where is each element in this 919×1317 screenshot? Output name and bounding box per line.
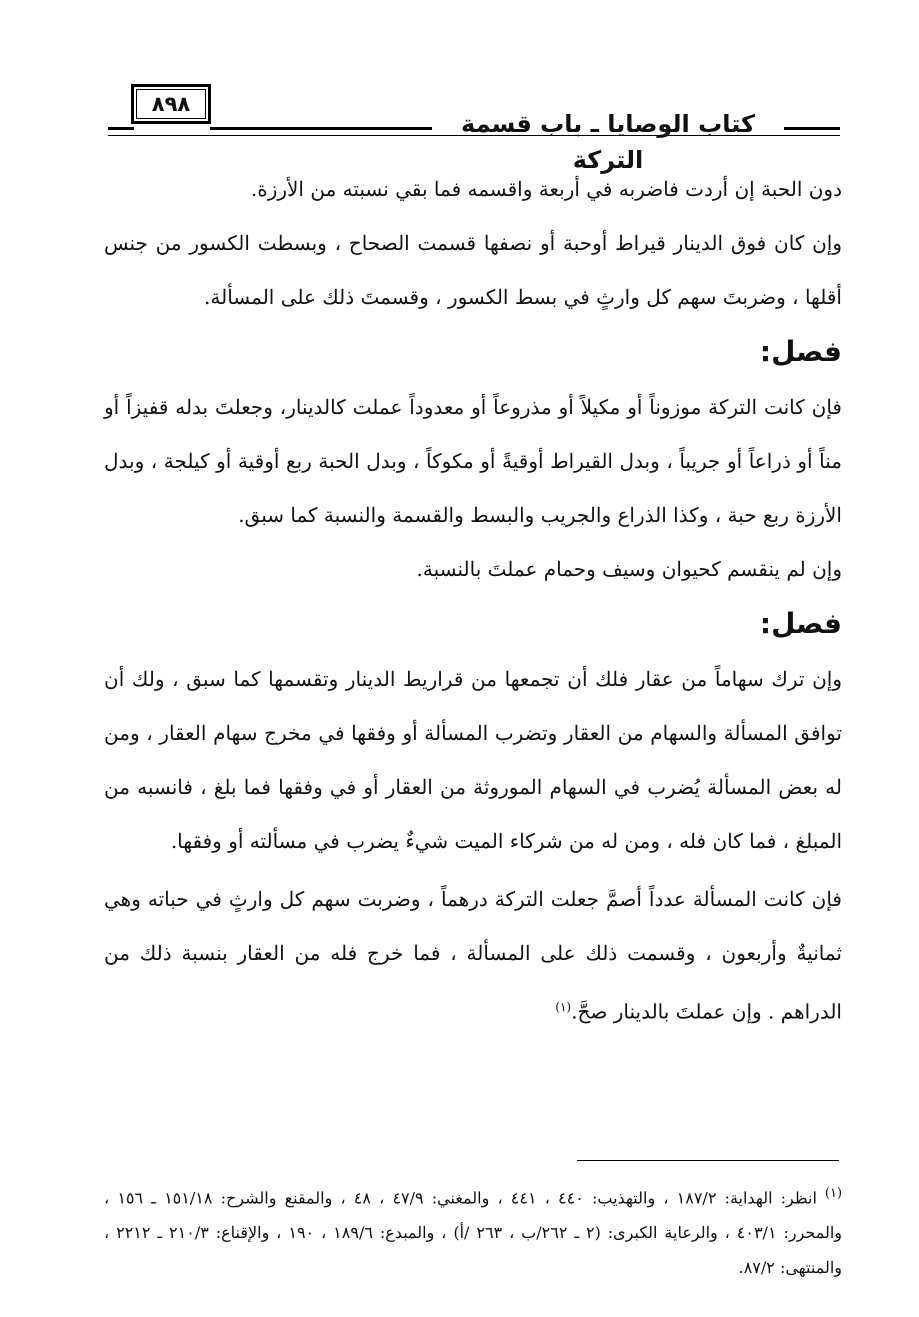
paragraph	[104, 542, 842, 596]
paragraph-text: فإن كانت التركة موزوناً أو مكيلاً أو مذروعاً أو معدوداً عملت كالدينار، وجعلتَ بدله قفيزاً أو مناً أو ذراعاً أو جريباً ، وبدل القيراط أوقيةً أو مكوكاً ، وبدل الحبة ربع أوقية أو كيلجة ، وبدل الأرزة ربع حبة ، وكذا الذراع والجريب والبسط والقسمة والنسبة كما سبق.	[104, 395, 842, 527]
section-heading	[104, 596, 842, 652]
paragraph-text: فإن كانت المسألة عدداً أصمَّ جعلت التركة درهماً ، وضربت سهم كل وارثٍ في حباته وهي ثمانيةٌ وأربعون ، وقسمت ذلك على المسألة ، فما خرج فله من العقار بنسبة ذلك من الدراهم . وإن عملتَ بالدينار صحَّ.	[104, 887, 842, 1024]
footnote-reference: (١)	[555, 1000, 572, 1014]
paragraph-text: وإن لم ينقسم كحيوان وسيف وحمام عملتَ بالنسبة.	[416, 557, 842, 581]
paragraph-text: وإن كان فوق الدينار قيراط أوحبة أو نصفها قسمت الصحاح ، وبسطت الكسور من جنس أقلها ، وضربتَ سهم كل وارثٍ في بسط الكسور ، وقسمتَ ذلك على المسألة.	[104, 231, 842, 309]
header-rule-right	[784, 127, 840, 130]
paragraph	[104, 216, 842, 324]
footnote-marker: (١)	[824, 1186, 843, 1201]
main-text	[104, 162, 842, 1039]
header-rule-middle	[210, 127, 432, 130]
footnote	[104, 1176, 842, 1285]
paragraph-text: وإن ترك سهاماً من عقار فلك أن تجمعها من قراريط الدينار وتقسمها كما سبق ، ولك أن توافق المسألة والسهام من العقار وتضرب المسألة أو وفقها في مخرج سهام العقار ، ومن له بعض المسألة يُضرب في السهام الموروثة من العقار أو في وفقها فما بلغ ، فانسبه من المبلغ ، فما كان فله ، ومن له من شركاء الميت شيءٌ يضرب في مسألته أو وفقها.	[104, 667, 842, 853]
section-heading	[104, 324, 842, 380]
paragraph-text: دون الحبة إن أردت فاضربه في أربعة واقسمه فما بقي نسبته من الأرزة.	[250, 177, 842, 201]
running-title: كتاب الوصايا ـ باب قسمة التركة	[461, 110, 755, 174]
paragraph	[104, 652, 842, 868]
page-number: ٨٩٨	[131, 84, 211, 124]
paragraph-text: فصل:	[759, 607, 842, 640]
header-rule-left	[108, 127, 134, 130]
footnote-text: انظر: الهداية: ١٨٧/٢ ، والتهذيب: ٤٤٠ ، ٤٤١ ، والمغني: ٤٧/٩ ، ٤٨ ، والمقنع والشرح: ١٥١/١٨ ـ ١٥٦ ، والمحرر: ٤٠٣/١ ، والرعاية الكبرى: (٢ ـ ٢٦٢/ب ، ٢٦٣ /أ) ، والمبدع: ١٨٩/٦ ، ١٩٠ ، والإقناع: ٢١٠/٣ ـ ٢٢١٢ ، والمنتهى: ٨٧/٢.	[104, 1188, 843, 1278]
paragraph-text: فصل:	[759, 335, 842, 368]
paragraph	[104, 872, 842, 1039]
paragraph	[104, 162, 842, 216]
footnote-separator	[577, 1160, 839, 1161]
paragraph	[104, 380, 842, 542]
